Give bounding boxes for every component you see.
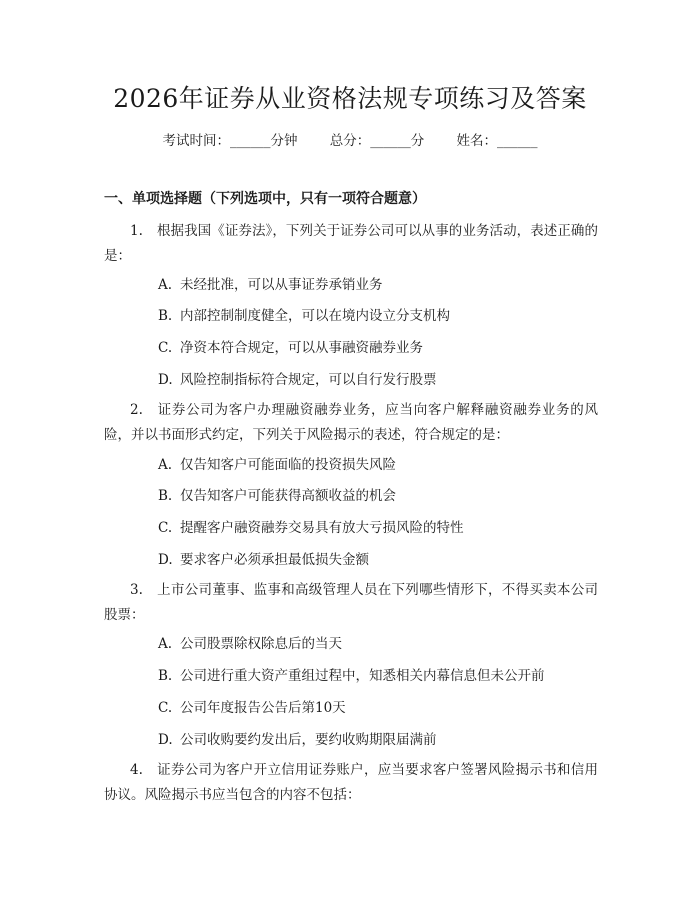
option-text: 仅告知客户可能获得高额收益的机会 xyxy=(180,488,396,504)
option-text: 公司收购要约发出后，要约收购期限届满前 xyxy=(180,732,437,748)
total-score-field: 总分：______分 xyxy=(329,133,425,149)
option-text: 公司年度报告公告后第10天 xyxy=(180,700,346,716)
question-3-option-c xyxy=(158,698,346,718)
option-letter: B. xyxy=(158,668,173,684)
option-letter: D. xyxy=(158,732,173,748)
option-letter: B. xyxy=(158,308,173,324)
question-stem: 证券公司为客户开立信用证券账户，应当要求客户签署风险揭示书和信用协议。风险揭示书应当包含的内容不包括： xyxy=(104,762,598,803)
question-2-option-c xyxy=(158,518,464,538)
option-text: 公司股票除权除息后的当天 xyxy=(180,636,342,652)
option-text: 提醒客户融资融券交易具有放大亏损风险的特性 xyxy=(180,520,464,536)
option-letter: D. xyxy=(158,552,173,568)
question-number: 1. xyxy=(130,223,143,239)
exam-meta xyxy=(0,131,700,151)
question-number: 2. xyxy=(130,402,143,418)
question-1 xyxy=(104,219,598,269)
question-3-option-a xyxy=(158,634,342,654)
option-text: 公司进行重大资产重组过程中，知悉相关内幕信息但未公开前 xyxy=(180,668,545,684)
question-stem: 上市公司董事、监事和高级管理人员在下列哪些情形下，不得买卖本公司股票： xyxy=(104,582,598,623)
question-4 xyxy=(104,758,598,808)
exam-time-field: 考试时间：______分钟 xyxy=(162,133,298,149)
question-3-option-d xyxy=(158,730,437,750)
question-stem: 证券公司为客户办理融资融券业务，应当向客户解释融资融券业务的风险，并以书面形式约定，下列关于风险揭示的表述，符合规定的是： xyxy=(104,402,598,443)
option-letter: C. xyxy=(158,520,173,536)
option-letter: A. xyxy=(158,457,173,473)
option-text: 净资本符合规定，可以从事融资融券业务 xyxy=(180,340,423,356)
question-number: 4. xyxy=(130,762,143,778)
question-1-option-b xyxy=(158,306,450,326)
option-letter: A. xyxy=(158,277,173,293)
section-heading: 一、单项选择题（下列选项中，只有一项符合题意） xyxy=(104,191,426,207)
option-text: 内部控制制度健全，可以在境内设立分支机构 xyxy=(180,308,450,324)
question-2-option-d xyxy=(158,550,369,570)
question-number: 3. xyxy=(130,582,143,598)
option-text: 风险控制指标符合规定，可以自行发行股票 xyxy=(180,372,437,388)
question-3-option-b xyxy=(158,666,545,686)
option-letter: D. xyxy=(158,372,173,388)
question-3 xyxy=(104,578,598,628)
option-letter: A. xyxy=(158,636,173,652)
question-2-option-a xyxy=(158,455,396,475)
option-text: 未经批准，可以从事证券承销业务 xyxy=(180,277,383,293)
option-letter: C. xyxy=(158,340,173,356)
question-2 xyxy=(104,398,598,448)
option-text: 仅告知客户可能面临的投资损失风险 xyxy=(180,457,396,473)
question-1-option-c xyxy=(158,338,423,358)
question-2-option-b xyxy=(158,486,396,506)
option-letter: C. xyxy=(158,700,173,716)
option-letter: B. xyxy=(158,488,173,504)
document-title: 2026年证券从业资格法规专项练习及答案 xyxy=(113,84,587,113)
option-text: 要求客户必须承担最低损失金额 xyxy=(180,552,369,568)
name-field: 姓名：______ xyxy=(456,133,538,149)
question-1-option-a xyxy=(158,275,383,295)
question-stem: 根据我国《证券法》，下列关于证券公司可以从事的业务活动，表述正确的是： xyxy=(104,223,598,264)
question-1-option-d xyxy=(158,370,437,390)
